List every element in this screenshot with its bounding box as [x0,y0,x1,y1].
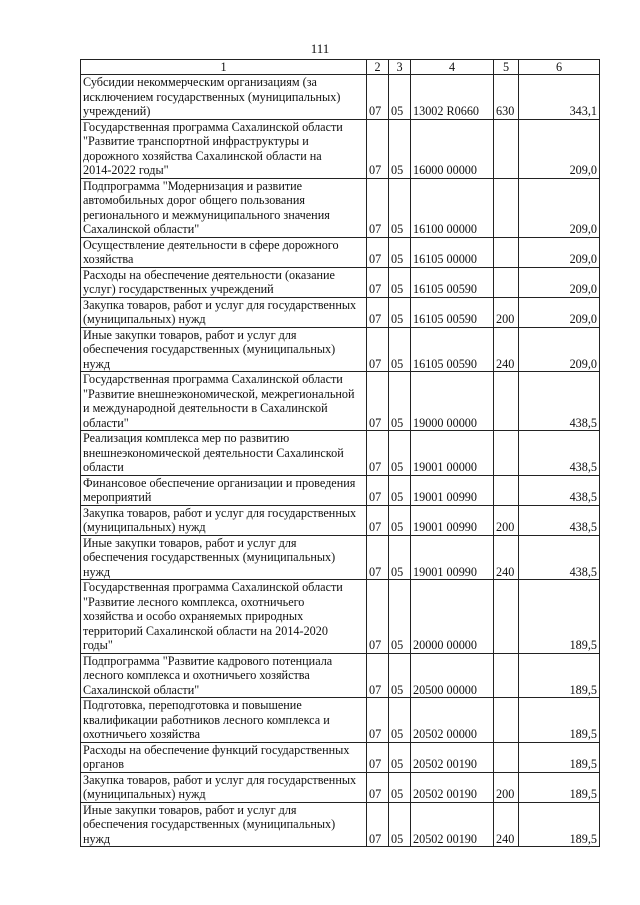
row-subsection: 05 [389,698,411,743]
table-row [81,431,600,476]
row-subsection: 05 [389,580,411,654]
row-section: 07 [367,698,389,743]
row-subsection: 05 [389,475,411,505]
row-amount: 189,5 [519,802,600,847]
row-target-code: 20502 00000 [411,698,494,743]
row-expense-type [494,653,519,698]
row-subsection: 05 [389,653,411,698]
row-target-code: 19001 00990 [411,535,494,580]
row-subsection: 05 [389,505,411,535]
table-row [81,802,600,847]
column-header: 5 [494,60,519,75]
row-subsection: 05 [389,431,411,476]
row-target-code: 19001 00000 [411,431,494,476]
row-subsection: 05 [389,178,411,237]
row-description: Субсидии некоммерческим организациям (за исключением государственных (муниципальных) учреждений) [81,75,367,120]
row-description: Расходы на обеспечение деятельности (оказание услуг) государственных учреждений [81,267,367,297]
row-description: Осуществление деятельности в сфере дорожного хозяйства [81,237,367,267]
row-section: 07 [367,580,389,654]
row-subsection: 05 [389,267,411,297]
row-expense-type: 240 [494,535,519,580]
row-amount: 189,5 [519,742,600,772]
row-amount: 189,5 [519,698,600,743]
row-section: 07 [367,802,389,847]
row-section: 07 [367,505,389,535]
row-expense-type: 240 [494,327,519,372]
row-target-code: 20502 00190 [411,742,494,772]
column-header: 2 [367,60,389,75]
table-row [81,178,600,237]
row-expense-type [494,431,519,476]
row-target-code: 16105 00590 [411,327,494,372]
row-description: Государственная программа Сахалинской области "Развитие транспортной инфраструктуры и дорожного хозяйства Сахалинской области на 2014-2022 годы" [81,119,367,178]
column-header: 6 [519,60,600,75]
row-description: Реализация комплекса мер по развитию внешнеэкономической деятельности Сахалинской области [81,431,367,476]
row-expense-type [494,698,519,743]
table-row [81,698,600,743]
row-amount: 209,0 [519,327,600,372]
column-header: 3 [389,60,411,75]
row-amount: 438,5 [519,505,600,535]
row-section: 07 [367,297,389,327]
row-target-code: 16105 00590 [411,297,494,327]
table-header-row [81,60,600,75]
row-target-code: 20502 00190 [411,802,494,847]
row-expense-type [494,267,519,297]
row-description: Государственная программа Сахалинской области "Развитие внешнеэкономической, межрегиональной и международной деятельности в Сахалинской области" [81,372,367,431]
table-row [81,267,600,297]
row-amount: 343,1 [519,75,600,120]
table-row [81,535,600,580]
row-description: Иные закупки товаров, работ и услуг для обеспечения государственных (муниципальных) нужд [81,535,367,580]
row-target-code: 16000 00000 [411,119,494,178]
row-subsection: 05 [389,372,411,431]
row-subsection: 05 [389,237,411,267]
row-expense-type: 200 [494,297,519,327]
row-description: Государственная программа Сахалинской области "Развитие лесного комплекса, охотничьего хозяйства и особо охраняемых природных территорий Сахалинской области на 2014-2020 годы" [81,580,367,654]
row-description: Закупка товаров, работ и услуг для государственных (муниципальных) нужд [81,505,367,535]
column-header: 1 [81,60,367,75]
row-section: 07 [367,653,389,698]
row-subsection: 05 [389,742,411,772]
row-amount: 209,0 [519,267,600,297]
row-amount: 438,5 [519,475,600,505]
row-section: 07 [367,742,389,772]
row-target-code: 20000 00000 [411,580,494,654]
table-row [81,653,600,698]
row-target-code: 16105 00590 [411,267,494,297]
row-target-code: 19000 00000 [411,372,494,431]
row-target-code: 16100 00000 [411,178,494,237]
row-expense-type [494,178,519,237]
table-row [81,327,600,372]
row-target-code: 19001 00990 [411,505,494,535]
row-amount: 209,0 [519,178,600,237]
row-expense-type [494,580,519,654]
row-expense-type: 200 [494,505,519,535]
row-target-code: 13002 R0660 [411,75,494,120]
row-section: 07 [367,237,389,267]
row-amount: 438,5 [519,372,600,431]
row-description: Подпрограмма "Развитие кадрового потенциала лесного комплекса и охотничьего хозяйства Сахалинской области" [81,653,367,698]
table-body [81,75,600,847]
row-expense-type: 630 [494,75,519,120]
row-expense-type [494,237,519,267]
row-expense-type: 200 [494,772,519,802]
row-section: 07 [367,372,389,431]
table-row [81,372,600,431]
table-row [81,75,600,120]
page-number: 111 [310,41,330,56]
table-row [81,119,600,178]
row-section: 07 [367,327,389,372]
row-target-code: 20502 00190 [411,772,494,802]
row-description: Расходы на обеспечение функций государственных органов [81,742,367,772]
row-section: 07 [367,475,389,505]
row-subsection: 05 [389,327,411,372]
column-header: 4 [411,60,494,75]
row-target-code: 19001 00990 [411,475,494,505]
row-expense-type [494,475,519,505]
row-expense-type [494,372,519,431]
row-amount: 189,5 [519,772,600,802]
row-description: Иные закупки товаров, работ и услуг для обеспечения государственных (муниципальных) нужд [81,327,367,372]
table-row [81,580,600,654]
row-subsection: 05 [389,119,411,178]
row-section: 07 [367,178,389,237]
row-expense-type [494,119,519,178]
row-section: 07 [367,431,389,476]
row-section: 07 [367,75,389,120]
row-amount: 209,0 [519,237,600,267]
row-subsection: 05 [389,772,411,802]
row-expense-type [494,742,519,772]
row-target-code: 20500 00000 [411,653,494,698]
row-description: Финансовое обеспечение организации и проведения мероприятий [81,475,367,505]
row-subsection: 05 [389,535,411,580]
row-amount: 438,5 [519,535,600,580]
row-section: 07 [367,535,389,580]
row-description: Закупка товаров, работ и услуг для государственных (муниципальных) нужд [81,772,367,802]
row-amount: 189,5 [519,580,600,654]
table-row [81,237,600,267]
row-amount: 209,0 [519,297,600,327]
row-section: 07 [367,119,389,178]
row-expense-type: 240 [494,802,519,847]
table-row [81,772,600,802]
row-section: 07 [367,772,389,802]
budget-table [80,59,600,847]
table-row [81,297,600,327]
row-description: Закупка товаров, работ и услуг для государственных (муниципальных) нужд [81,297,367,327]
row-subsection: 05 [389,802,411,847]
row-subsection: 05 [389,297,411,327]
row-description: Подготовка, переподготовка и повышение квалификации работников лесного комплекса и охотничьего хозяйства [81,698,367,743]
row-amount: 438,5 [519,431,600,476]
row-description: Иные закупки товаров, работ и услуг для обеспечения государственных (муниципальных) нужд [81,802,367,847]
row-target-code: 16105 00000 [411,237,494,267]
row-amount: 209,0 [519,119,600,178]
table-row [81,742,600,772]
row-subsection: 05 [389,75,411,120]
table-row [81,505,600,535]
row-amount: 189,5 [519,653,600,698]
table-row [81,475,600,505]
row-description: Подпрограмма "Модернизация и развитие автомобильных дорог общего пользования регионального и межмуниципального значения Сахалинской области" [81,178,367,237]
row-section: 07 [367,267,389,297]
